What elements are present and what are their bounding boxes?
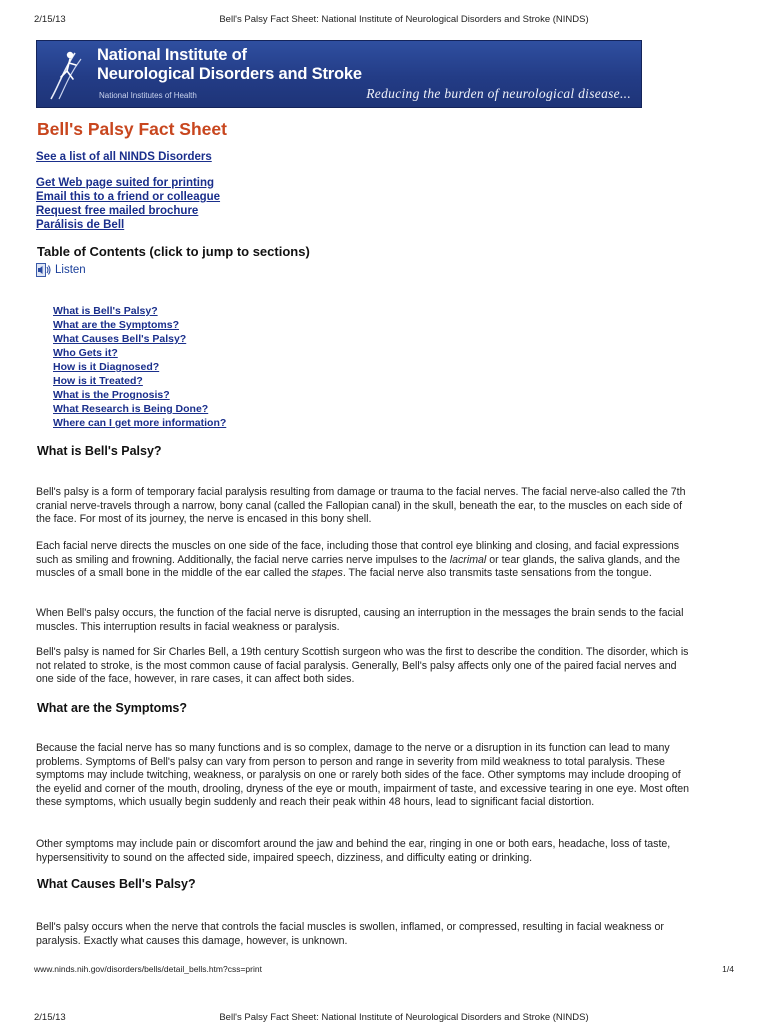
- print-version-link[interactable]: Get Web page suited for printing: [36, 177, 215, 189]
- term-lacrimal: lacrimal: [449, 553, 487, 566]
- paragraph: Other symptoms may include pain or discomfort around the jaw and behind the ear, ringing in one or both ears, headache, loss of taste, hypersensitivity to sound on the affected side, impaired speech, dizziness, and difficulty eating or drinking.: [36, 838, 671, 864]
- request-brochure-link[interactable]: Request free mailed brochure: [36, 205, 199, 217]
- toc-item-diagnosed[interactable]: How is it Diagnosed?: [53, 361, 160, 373]
- email-friend-link[interactable]: Email this to a friend or colleague: [36, 191, 221, 203]
- next-page-title: Bell's Palsy Fact Sheet: National Institute of Neurological Disorders and Stroke (NINDS): [219, 1012, 589, 1023]
- paragraph: Bell's palsy occurs when the nerve that controls the facial muscles is swollen, inflamed, or compressed, resulting in facial weakness or paralysis. Exactly what causes this damage, however, is unknown.: [36, 921, 664, 947]
- disorders-list-link[interactable]: See a list of all NINDS Disorders: [36, 151, 212, 163]
- section-heading-causes: What Causes Bell's Palsy?: [37, 877, 196, 891]
- print-date: 2/15/13: [34, 14, 66, 25]
- print-url: www.ninds.nih.gov/disorders/bells/detail_bells.htm?css=print: [34, 964, 262, 974]
- toc-item-treated[interactable]: How is it Treated?: [53, 375, 143, 387]
- print-header: [34, 14, 734, 28]
- banner-org-line2: Neurological Disorders and Stroke: [97, 65, 362, 83]
- spanish-version-link[interactable]: Parálisis de Bell: [36, 219, 125, 231]
- next-page-date: 2/15/13: [34, 1012, 66, 1023]
- toc-item-more-info[interactable]: Where can I get more information?: [53, 417, 227, 429]
- toc-item-symptoms[interactable]: What are the Symptoms?: [53, 319, 180, 331]
- toc-item-what-is[interactable]: What is Bell's Palsy?: [53, 305, 158, 317]
- paragraph: When Bell's palsy occurs, the function of the facial nerve is disrupted, causing an interruption in the messages the brain sends to the facial muscles. This interruption results in facial weakness or paralysis.: [36, 607, 684, 633]
- print-page-title: Bell's Palsy Fact Sheet: National Institute of Neurological Disorders and Stroke (NINDS): [219, 14, 589, 25]
- toc-item-research[interactable]: What Research is Being Done?: [53, 403, 209, 415]
- listen-button[interactable]: [36, 262, 86, 278]
- paragraph: Because the facial nerve has so many functions and is so complex, damage to the nerve or a disruption in its function can lead to many problems. Symptoms of Bell's palsy can vary from person to person and range in severity from mild weakness to total paralysis. These symptoms may include twitching, weakness, or paralysis on one or rarely both sides of the face. Other symptoms may include drooping of the eyelid and corner of the mouth, drooling, dryness of the eye or mouth, impairment of taste, and excessive tearing in one eye. Most often these symptoms, which usually begin suddenly and reach their peak within 48 hours, lead to significant facial distortion.: [36, 742, 690, 809]
- toc-list: [53, 304, 226, 430]
- paragraph: Bell's palsy is named for Sir Charles Bell, a 19th century Scottish surgeon who was the first to describe the condition. The disorder, which is not related to stroke, is the most common cause of facial paralysis. Generally, Bell's palsy affects only one of the paired facial nerves and one side of the face, however, in rare cases, it can affect both sides.: [36, 646, 689, 686]
- print-footer: [34, 964, 734, 976]
- paragraph: Each facial nerve directs the muscles on one side of the face, including those that control eye blinking and closing, and facial expressions such as smiling and frowning. Additionally, the facial nerve carries nerve impulses to the lacrimal or tear glands, the saliva glands, and the muscles of a small bone in the middle of the ear called the stapes. The facial nerve also transmits taste sensations from the tongue.: [36, 540, 681, 580]
- section-heading-what-is: What is Bell's Palsy?: [37, 444, 162, 458]
- page-number: 1/4: [722, 964, 734, 974]
- paragraph: Bell's palsy is a form of temporary facial paralysis resulting from damage or trauma to the facial nerves. The facial nerve-also called the 7th cranial nerve-travels through a narrow, bony canal (called the Fallopian canal) in the skull, beneath the ear, to the muscles on each side of the face. For most of its journey, the nerve is encased in this bony shell.: [36, 486, 686, 526]
- toc-item-causes[interactable]: What Causes Bell's Palsy?: [53, 333, 187, 345]
- toc-item-prognosis[interactable]: What is the Prognosis?: [53, 389, 170, 401]
- banner-parent-org: National Institutes of Health: [99, 91, 197, 100]
- toc-item-who-gets-it[interactable]: Who Gets it?: [53, 347, 118, 359]
- banner-tagline: Reducing the burden of neurological disease...: [366, 86, 631, 101]
- section-heading-symptoms: What are the Symptoms?: [37, 701, 188, 715]
- ninds-banner[interactable]: [36, 40, 642, 108]
- toc-heading: Table of Contents (click to jump to sections): [37, 244, 310, 259]
- speaker-icon: [36, 263, 52, 277]
- next-page-header: [34, 1012, 734, 1024]
- page-title: Bell's Palsy Fact Sheet: [37, 119, 227, 139]
- term-stapes: stapes: [311, 567, 343, 580]
- banner-org-line1: National Institute of: [97, 46, 247, 64]
- listen-label: Listen: [55, 264, 86, 276]
- ninds-logo-icon: [45, 45, 89, 103]
